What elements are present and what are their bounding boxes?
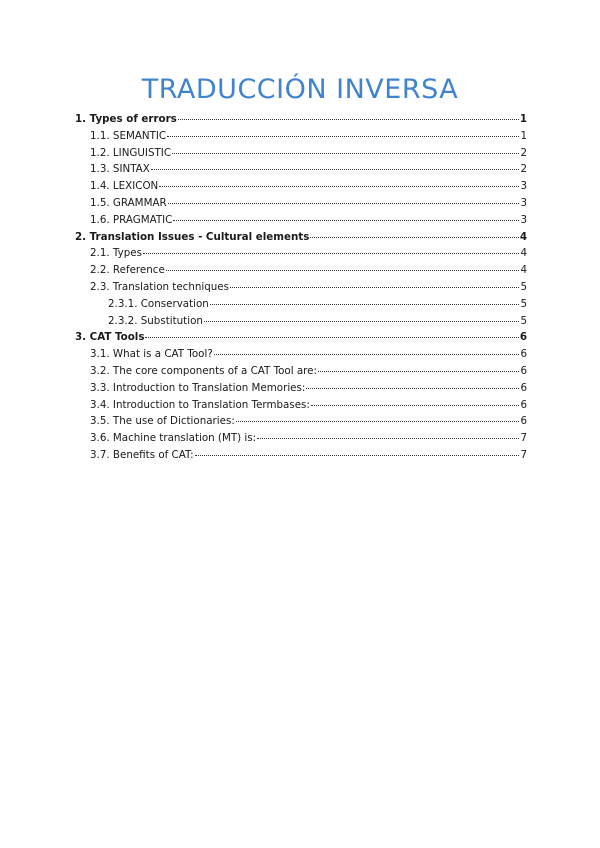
toc-entry-reference[interactable] [75, 262, 527, 279]
toc-entry-pragmatic[interactable] [75, 212, 527, 229]
toc-entry-conservation[interactable] [75, 296, 527, 313]
toc-page-number: 6 [520, 398, 527, 411]
toc-entry-semantic[interactable] [75, 128, 527, 145]
toc-dot-leader [236, 421, 520, 422]
toc-page-number: 1 [520, 129, 527, 142]
toc-page-number: 7 [520, 432, 527, 445]
toc-page-number: 4 [520, 247, 527, 260]
toc-entry-label: 2.2. Reference [90, 264, 165, 277]
toc-dot-leader [204, 321, 520, 322]
toc-entry-linguistic[interactable] [75, 145, 527, 162]
toc-dot-leader [306, 388, 519, 389]
toc-entry-translation-techniques[interactable] [75, 279, 527, 296]
toc-dot-leader [257, 438, 519, 439]
toc-entry-translation-memories[interactable] [75, 380, 527, 397]
toc-entry-sintax[interactable] [75, 161, 527, 178]
toc-entry-label: 3.1. What is a CAT Tool? [90, 348, 213, 361]
toc-page-number: 6 [520, 348, 527, 361]
document-title: TRADUCCIÓN INVERSA [141, 74, 459, 105]
toc-dot-leader [230, 287, 519, 288]
toc-page-number: 2 [520, 163, 527, 176]
toc-dot-leader [210, 304, 520, 305]
toc-page-number: 3 [520, 196, 527, 209]
toc-entry-label: 2. Translation Issues - Cultural elements [75, 230, 310, 243]
toc-dot-leader [318, 371, 519, 372]
toc-entry-label: 1.2. LINGUISTIC [90, 146, 172, 159]
toc-entry-label: 3. CAT Tools [75, 331, 145, 344]
toc-page-number: 5 [520, 297, 527, 310]
toc-page-number: 5 [520, 314, 527, 327]
toc-entry-translation-issues[interactable] [75, 229, 527, 246]
toc-entry-label: 2.1. Types [90, 247, 142, 260]
toc-entry-label: 2.3.2. Substitution [108, 314, 203, 327]
toc-dot-leader [151, 169, 520, 170]
toc-page-number: 5 [520, 280, 527, 293]
toc-entry-label: 3.3. Introduction to Translation Memories: [90, 381, 306, 394]
toc-entry-label: 1. Types of errors [75, 113, 177, 125]
toc-dot-leader [172, 153, 519, 154]
table-of-contents [75, 111, 527, 464]
toc-entry-label: 2.3.1. Conservation [108, 297, 209, 310]
toc-dot-leader [168, 203, 520, 204]
toc-entry-core-components[interactable] [75, 363, 527, 380]
toc-dot-leader [178, 119, 519, 120]
toc-entry-label: 3.6. Machine translation (MT) is: [90, 432, 257, 445]
toc-dot-leader [145, 337, 518, 338]
toc-page-number: 3 [520, 213, 527, 226]
toc-entry-machine-translation[interactable] [75, 430, 527, 447]
toc-page-number: 4 [519, 230, 527, 243]
toc-dot-leader [195, 455, 520, 456]
toc-entry-label: 1.1. SEMANTIC [90, 129, 167, 142]
toc-entry-dictionaries[interactable] [75, 413, 527, 430]
toc-entry-label: 1.4. LEXICON [90, 180, 159, 193]
toc-dot-leader [311, 405, 520, 406]
toc-entry-label: 3.5. The use of Dictionaries: [90, 415, 235, 428]
toc-page-number: 6 [519, 331, 527, 344]
toc-dot-leader [173, 220, 519, 221]
toc-entry-label: 1.3. SINTAX [90, 163, 150, 176]
toc-dot-leader [167, 136, 519, 137]
toc-page-number: 6 [520, 415, 527, 428]
toc-entry-label: 1.5. GRAMMAR [90, 196, 167, 209]
toc-page-number: 2 [520, 146, 527, 159]
toc-entry-label: 1.6. PRAGMATIC [90, 213, 173, 226]
toc-entry-label: 3.4. Introduction to Translation Termbases: [90, 398, 310, 411]
toc-entry-types[interactable] [75, 245, 527, 262]
toc-entry-grammar[interactable] [75, 195, 527, 212]
toc-page-number: 1 [519, 113, 527, 125]
toc-entry-label: 3.2. The core components of a CAT Tool are: [90, 364, 317, 377]
toc-dot-leader [166, 270, 520, 271]
toc-entry-lexicon[interactable] [75, 178, 527, 195]
toc-entry-translation-termbases[interactable] [75, 397, 527, 414]
toc-dot-leader [214, 354, 520, 355]
toc-entry-benefits-of-cat[interactable] [75, 447, 527, 464]
toc-entry-label: 3.7. Benefits of CAT: [90, 448, 194, 461]
toc-entry-label: 2.3. Translation techniques [90, 280, 230, 293]
toc-page-number: 3 [520, 180, 527, 193]
toc-entry-types-of-errors[interactable] [75, 111, 527, 128]
toc-entry-substitution[interactable] [75, 313, 527, 330]
toc-entry-cat-tools[interactable] [75, 329, 527, 346]
toc-entry-what-is-cat-tool[interactable] [75, 346, 527, 363]
toc-dot-leader [143, 253, 520, 254]
toc-page-number: 4 [520, 264, 527, 277]
toc-page-number: 7 [520, 448, 527, 461]
toc-page-number: 6 [520, 364, 527, 377]
toc-page-number: 6 [520, 381, 527, 394]
toc-dot-leader [159, 186, 519, 187]
toc-dot-leader [310, 237, 518, 238]
